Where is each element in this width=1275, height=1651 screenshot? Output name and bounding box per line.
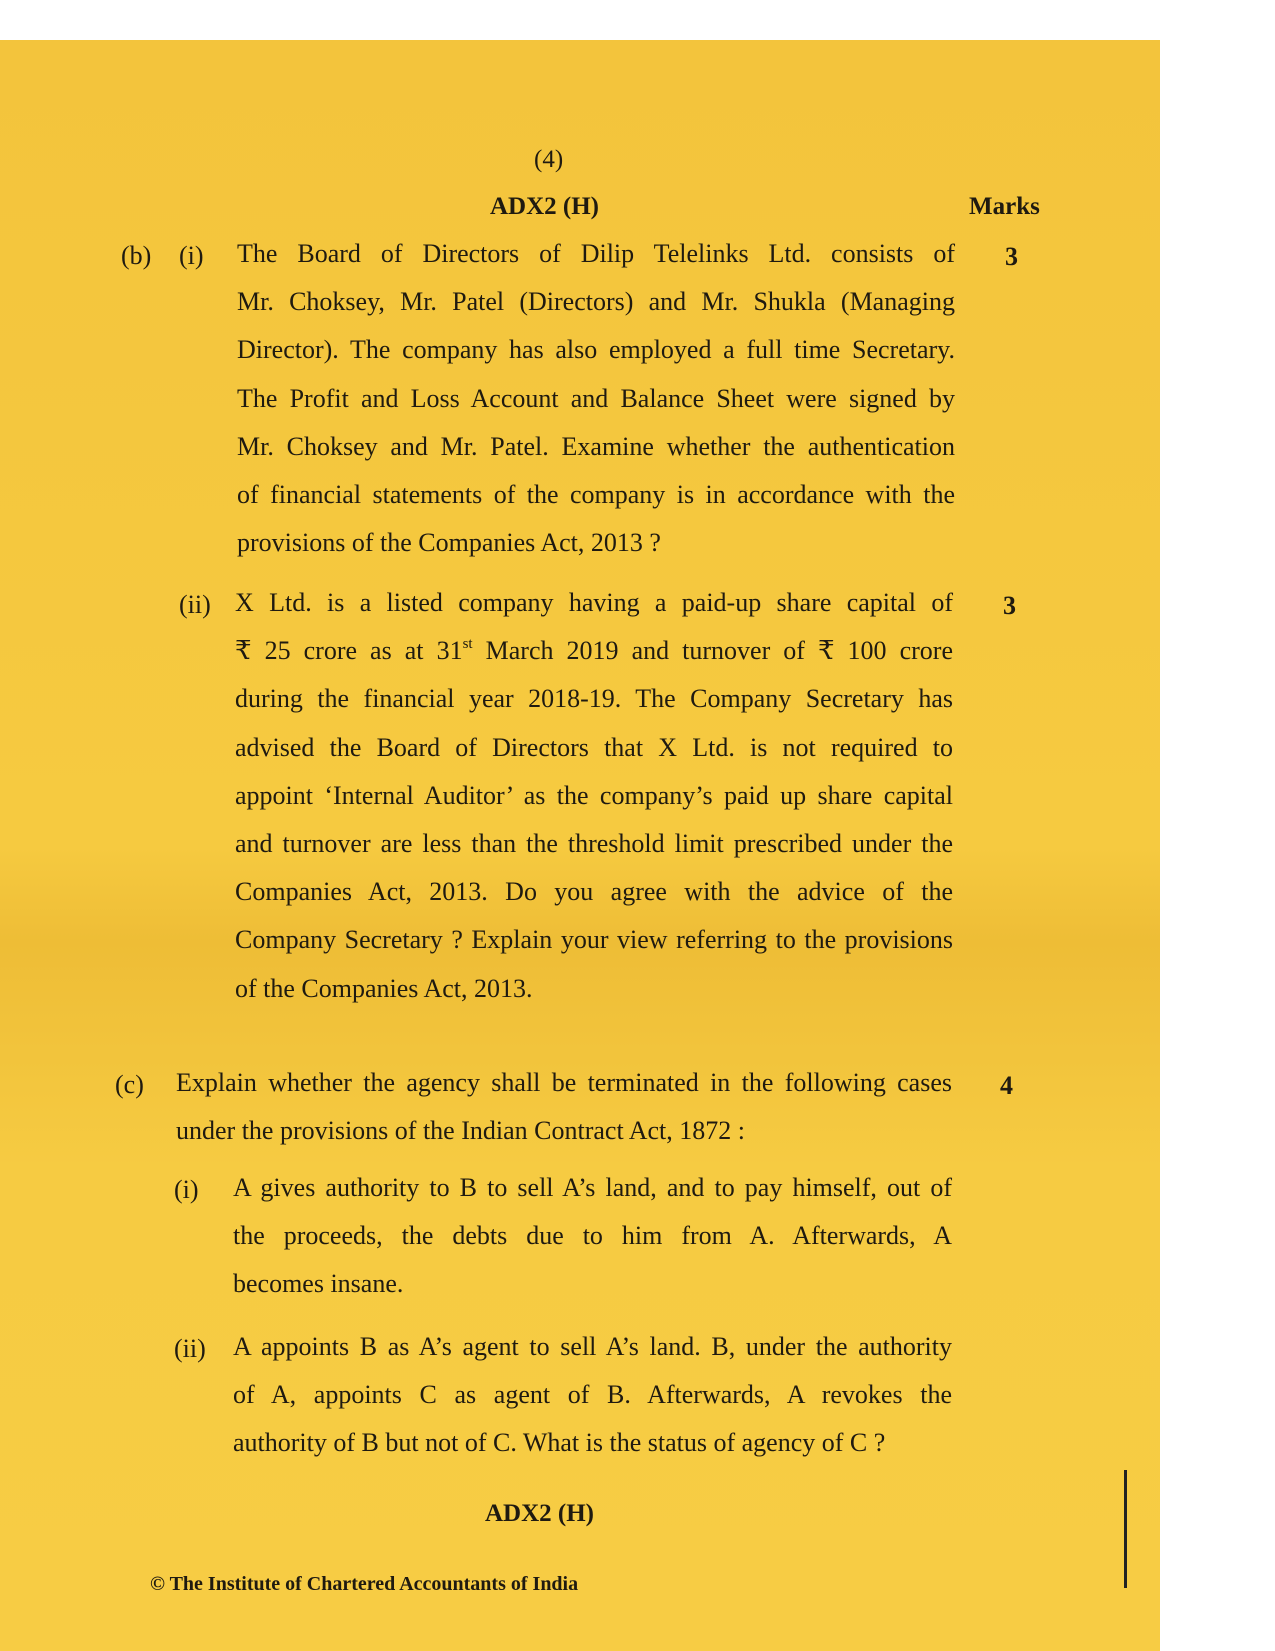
question-b-i-marks: 3 (1005, 242, 1018, 271)
question-c-ii-text (233, 1323, 952, 1468)
text-line: Companies Act, 2013. Do you agree with the advice of the (235, 877, 953, 907)
question-c-label: (c) (115, 1070, 144, 1099)
text-line: the proceeds, the debts due to him from A. Afterwards, A (233, 1221, 952, 1251)
text-line: The Profit and Loss Account and Balance Sheet were signed by (237, 383, 955, 413)
text-line: becomes insane. (233, 1269, 404, 1299)
text-line: A gives authority to B to sell A’s land, and to pay himself, out of (233, 1173, 952, 1202)
question-c-i-label: (i) (174, 1175, 199, 1204)
question-c-i-text (233, 1164, 952, 1309)
paper-code-header: ADX2 (H) (490, 193, 600, 220)
text-line: Mr. Choksey, Mr. Patel (Directors) and Mr. Shukla (Managing (237, 287, 955, 317)
scan-edge-line (1124, 1470, 1127, 1588)
text-line: provisions of the Companies Act, 2013 ? (237, 528, 661, 558)
text-line: The Board of Directors of Dilip Telelinks Ltd. consists of (237, 239, 955, 268)
question-c-ii-label: (ii) (174, 1334, 206, 1363)
text-line: of the Companies Act, 2013. (235, 973, 533, 1003)
text-line: Mr. Choksey and Mr. Patel. Examine whether the authentication (237, 431, 955, 461)
question-c-marks: 4 (1000, 1071, 1013, 1100)
page-number: (4) (534, 146, 564, 173)
question-b-i-label: (i) (179, 241, 204, 270)
text-line: during the financial year 2018-19. The Company Secretary has (235, 684, 953, 714)
text-line: advised the Board of Directors that X Ltd. is not required to (235, 732, 953, 762)
question-b-i-text (237, 230, 955, 567)
text-line (235, 627, 953, 675)
marks-heading: Marks (969, 193, 1040, 220)
question-b-ii-marks: 3 (1003, 591, 1016, 620)
text-line: authority of B but not of C. What is the status of agency of C ? (233, 1428, 886, 1458)
text-line: under the provisions of the Indian Contract Act, 1872 : (176, 1116, 746, 1146)
text-line: Company Secretary ? Explain your view referring to the provisions (235, 925, 953, 955)
copyright-notice: © The Institute of Chartered Accountants of India (150, 1573, 579, 1595)
text-line: of A, appoints C as agent of B. Afterwards, A revokes the (233, 1380, 952, 1410)
text-line: Explain whether the agency shall be terminated in the following cases (176, 1068, 952, 1097)
text-fragment: March 2019 and turnover of ₹ 100 crore (472, 636, 953, 666)
question-b-ii-label: (ii) (179, 590, 211, 619)
text-line: X Ltd. is a listed company having a paid-up share capital of (235, 588, 953, 617)
ordinal-suffix: st (462, 636, 473, 653)
question-c-intro (176, 1059, 952, 1155)
text-fragment: ₹ 25 crore as at 31 (235, 636, 463, 666)
text-line: appoint ‘Internal Auditor’ as the company’s paid up share capital (235, 780, 953, 810)
paper-code-footer: ADX2 (H) (485, 1500, 595, 1527)
text-line: of financial statements of the company is in accordance with the (237, 479, 955, 509)
question-b-ii-text (235, 579, 953, 1013)
text-line: and turnover are less than the threshold limit prescribed under the (235, 828, 953, 858)
text-line: A appoints B as A’s agent to sell A’s land. B, under the authority (233, 1332, 952, 1361)
text-line: Director). The company has also employed a full time Secretary. (237, 335, 955, 365)
question-b-label: (b) (121, 241, 152, 270)
